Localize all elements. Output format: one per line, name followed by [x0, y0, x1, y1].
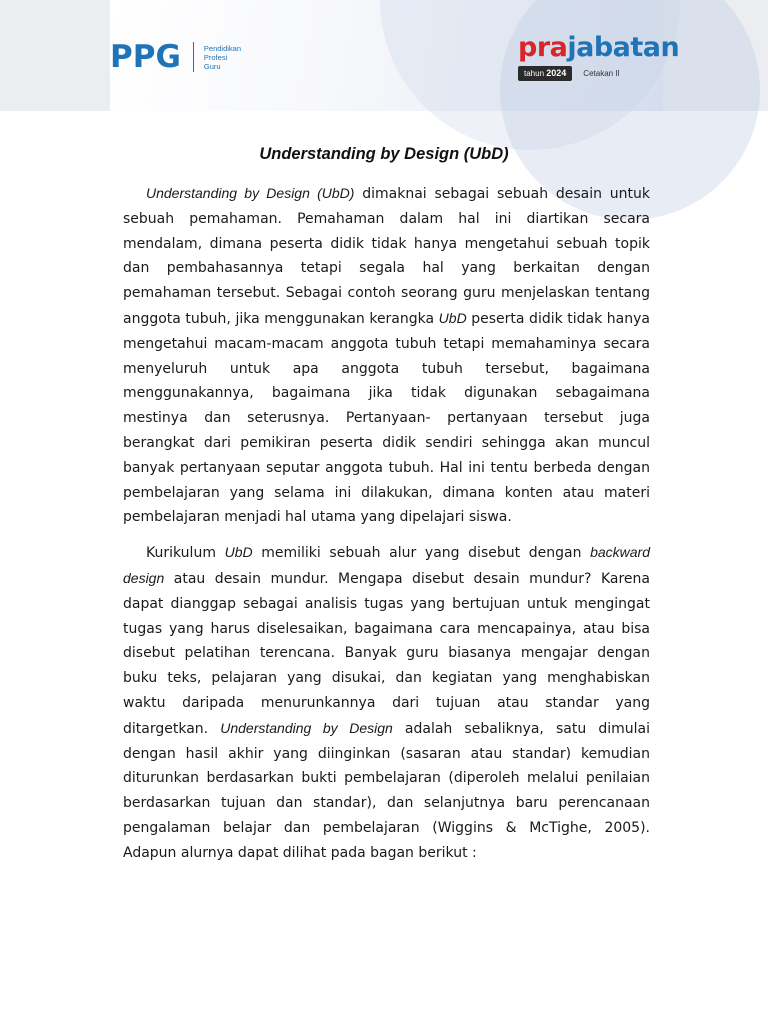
paragraph-text: memiliki sebuah alur yang disebut dengan	[252, 545, 591, 562]
ppg-logo-subtitle	[204, 44, 241, 71]
prajabatan-wordmark-jabatan: jabatan	[567, 32, 680, 63]
ppg-logo-divider	[193, 42, 194, 72]
year-badge	[518, 66, 572, 81]
paragraph-backward-design	[123, 540, 650, 865]
paragraph-text: dimaknai sebagai sebuah desain untuk sebuah pemahaman. Pemahaman dalam hal ini diartikan secara mendalam, dimana peserta didik tidak hanya mengetahui sebuah topik dan pembahasannya tetapi segala hal yang berkaitan dengan pemahaman tersebut. Sebagai contoh seorang guru menjelaskan tentang anggota tubuh, jika menggunakan kerangka	[123, 186, 650, 327]
prajabatan-wordmark	[518, 32, 680, 64]
italic-term: Understanding by Design	[220, 719, 393, 736]
italic-term: UbD	[224, 544, 253, 561]
page-header	[110, 0, 680, 111]
prajabatan-wordmark-pra: pra	[518, 32, 568, 63]
italic-term: backward design	[123, 544, 650, 586]
paragraph-text: atau desain mundur. Mengapa disebut desain mundur? Karena dapat dianggap sebagai analisis tugas yang bertujuan untuk mengingat tugas yang harus diselesaikan, bagaimana cara mencapainya, atau bisa disebut pelatihan terencana. Banyak guru biasanya mengajar dengan buku teks, pelajaran yang disukai, dan kegiatan yang menghabiskan waktu daripada menurunkannya dari tujuan atau standar yang ditargetkan.	[123, 570, 650, 737]
ppg-subtitle-line: Guru	[203, 61, 221, 71]
paragraph-ubd-definition	[123, 181, 650, 530]
italic-term: Understanding by Design (UbD)	[146, 185, 355, 201]
paragraph-text: Kurikulum	[146, 545, 225, 562]
ppg-subtitle-line: Profesi	[203, 52, 228, 62]
prajabatan-logo	[518, 32, 680, 81]
ppg-logo	[110, 40, 241, 74]
paragraph-text: peserta didik tidak hanya mengetahui macam-macam anggota tubuh tetapi memahaminya secara menyeluruh untuk apa anggota tubuh tersebut, bagaimana menggunakannya, bagaimana jika tidak digunakan sebagaimana mestinya dan seterusnya. Pertanyaan- pertanyaan tersebut juga berangkat dari pemikiran peserta didik sendiri sehingga akan muncul banyak pertanyaan seputar anggota tubuh. Hal ini tentu berbeda dengan pembelajaran yang selama ini dilakukan, dimana konten atau materi pembelajaran menjadi hal utama yang dipelajari siswa.	[123, 310, 650, 526]
paragraph-text: adalah sebaliknya, satu dimulai dengan hasil akhir yang diinginkan (sasaran atau standar) kemudian diturunkan berdasarkan bukti pembelajaran (diperoleh melalui penilaian berdasarkan tujuan dan standar), dan selanjutnya baru perencanaan pengalaman belajar dan pembelajaran (Wiggins & McTighe, 2005). Adapun alurnya dapat dilihat pada bagan berikut :	[123, 720, 650, 861]
ppg-logo-mark: PPG	[110, 39, 181, 75]
prajabatan-meta	[518, 66, 663, 81]
edition-label: Cetakan II	[583, 69, 620, 78]
year-label: tahun	[524, 69, 545, 78]
document-body	[123, 181, 650, 866]
ppg-subtitle-line: Pendidikan	[203, 43, 242, 53]
document-title: Understanding by Design (UbD)	[259, 145, 509, 163]
year-value: 2024	[546, 68, 567, 78]
header-side-strip-left	[0, 0, 110, 111]
italic-term: UbD	[438, 309, 467, 326]
